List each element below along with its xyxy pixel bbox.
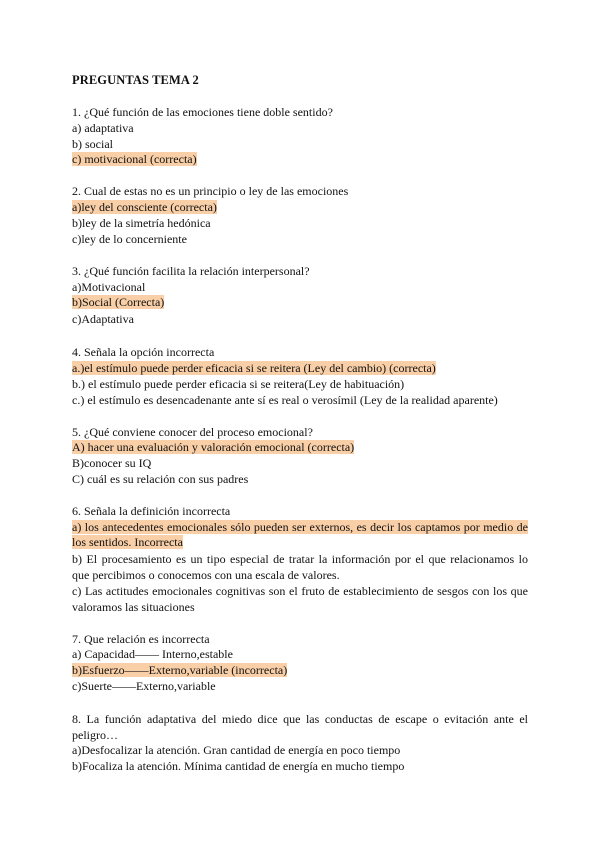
q8-option-a: a)Desfocalizar la atención. Gran cantidad de energía en poco tiempo	[72, 743, 401, 757]
q6-option-b-line2: que percibimos o conocemos con una escala de valores.	[72, 568, 340, 582]
q2-option-c: c)ley de lo concerniente	[72, 232, 187, 246]
highlight: a)ley del consciente (correcta)	[72, 200, 217, 214]
q2-option-a-highlighted	[72, 200, 217, 215]
highlight: b)Esfuerzo——Externo,variable (incorrecta)	[72, 663, 288, 677]
q1-option-b: b) social	[72, 137, 113, 151]
highlight: a) los antecedentes emocionales sólo pueden ser externos, es decir los captamos por medio de	[72, 520, 528, 534]
highlight: a.)el estímulo puede perder eficacia si se reitera (Ley del cambio) (correcta)	[72, 361, 436, 375]
highlight: A) hacer una evaluación y valoración emocional (correcta)	[72, 440, 355, 454]
question-4: 4. Señala la opción incorrecta	[72, 345, 215, 359]
question-5: 5. ¿Qué conviene conocer del proceso emocional?	[72, 425, 313, 439]
q3-option-b-highlighted	[72, 295, 164, 310]
q2-option-b: b)ley de la simetría hedónica	[72, 216, 211, 230]
question-7: 7. Que relación es incorrecta	[72, 632, 210, 646]
q6-option-c-line1: c) Las actitudes emocionales cognitivas son el fruto de establecimiento de sesgos con los que	[72, 584, 528, 598]
q1-option-c-highlighted	[72, 152, 197, 167]
question-6: 6. Señala la definición incorrecta	[72, 504, 231, 518]
q7-option-a: a) Capacidad—— Interno,estable	[72, 647, 233, 661]
q6-option-a-line2-highlighted	[72, 535, 183, 550]
q5-option-c: C) cuál es su relación con sus padres	[72, 472, 249, 486]
q7-option-c: c)Suerte——Externo,variable	[72, 679, 216, 693]
question-8-line2: peligro…	[72, 728, 118, 742]
question-8-line1: 8. La función adaptativa del miedo dice que las conductas de escape o evitación ante el	[72, 712, 528, 726]
q8-option-b: b)Focaliza la atención. Mínima cantidad de energía en mucho tiempo	[72, 759, 405, 773]
q6-option-c-line2: valoramos las situaciones	[72, 600, 195, 614]
question-3: 3. ¿Qué función facilita la relación interpersonal?	[72, 264, 310, 278]
q4-option-b: b.) el estímulo puede perder eficacia si se reitera(Ley de habituación)	[72, 377, 405, 391]
q3-option-c: c)Adaptativa	[72, 312, 134, 326]
q4-option-a-highlighted	[72, 361, 436, 376]
q6-option-b-line1: b) El procesamiento es un tipo especial de tratar la información por el que relacionamos lo	[72, 552, 528, 566]
q3-option-a: a)Motivacional	[72, 280, 146, 294]
highlight: b)Social (Correcta)	[72, 295, 165, 309]
question-2: 2. Cual de estas no es un principio o ley de las emociones	[72, 184, 349, 198]
document-title: PREGUNTAS TEMA 2	[72, 73, 199, 87]
highlight: c) motivacional (correcta)	[72, 152, 197, 166]
q6-option-a-line1-highlighted	[72, 520, 528, 535]
q4-option-c: c.) el estímulo es desencadenante ante sí es real o verosímil (Ley de la realidad aparente)	[72, 393, 498, 407]
highlight: los sentidos. Incorrecta	[72, 535, 183, 549]
q7-option-b-highlighted	[72, 663, 287, 678]
q5-option-b: B)conocer su IQ	[72, 456, 152, 470]
question-1: 1. ¿Qué función de las emociones tiene doble sentido?	[72, 105, 333, 119]
q1-option-a: a) adaptativa	[72, 121, 134, 135]
q5-option-a-highlighted	[72, 440, 354, 455]
